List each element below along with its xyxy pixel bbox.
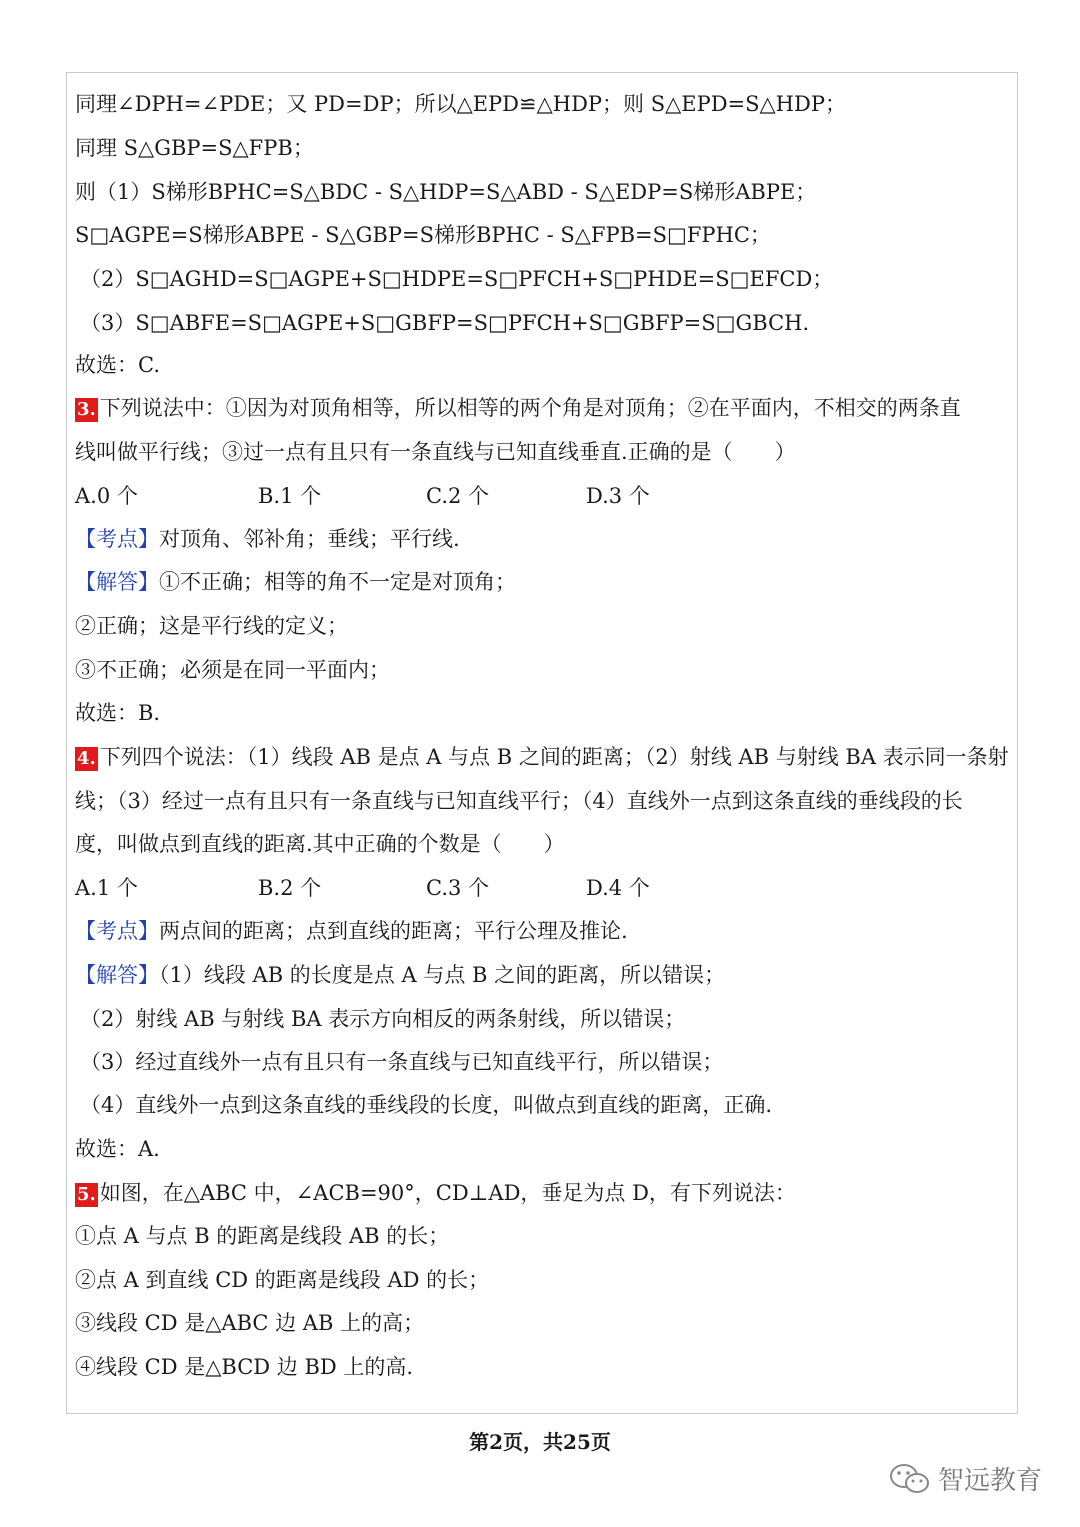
question-4-stem-3: 度，叫做点到直线的距离.其中正确的个数是（ ） bbox=[75, 832, 565, 856]
q3-option-a: A.0 个 bbox=[75, 484, 138, 508]
question-4-text-1: 下列四个说法：（1）线段 AB 是点 A 与点 B 之间的距离；（2）射线 AB 与射线 BA 表示同一条射 bbox=[99, 745, 1009, 769]
jieda-tag: 【解答】 bbox=[75, 570, 159, 594]
q4-jieda-3: （3）经过直线外一点有且只有一条直线与已知直线平行，所以错误； bbox=[80, 1050, 724, 1074]
watermark bbox=[888, 1460, 1042, 1497]
q3-jieda-1 bbox=[75, 567, 516, 597]
q3-jieda-3: ③不正确；必须是在同一平面内； bbox=[75, 658, 390, 682]
q3-option-b: B.1 个 bbox=[258, 484, 322, 508]
q3-option-c: C.2 个 bbox=[426, 484, 490, 508]
page-footer: 第2页，共25页 bbox=[469, 1430, 611, 1454]
solution-line-5: （2）S□AGHD=S□AGPE+S□HDPE=S□PFCH+S□PHDE=S□EFCD； bbox=[80, 267, 834, 291]
q4-option-c: C.3 个 bbox=[426, 876, 490, 900]
q4-option-a: A.1 个 bbox=[75, 876, 138, 900]
watermark-text: 智远教育 bbox=[938, 1466, 1043, 1496]
solution-line-1: 同理∠DPH=∠PDE；又 PD=DP；所以△EPD≌△HDP；则 S△EPD=S△HDP； bbox=[75, 92, 846, 116]
q4-jieda-4: （4）直线外一点到这条直线的垂线段的长度，叫做点到直线的距离，正确. bbox=[80, 1093, 773, 1117]
question-3-text-1: 下列说法中：①因为对顶角相等，所以相等的两个角是对顶角；②在平面内，不相交的两条直 bbox=[99, 396, 961, 420]
question-5-stem bbox=[75, 1178, 796, 1208]
answer-q2: 故选：C. bbox=[75, 353, 160, 377]
answer-q3: 故选：B. bbox=[75, 701, 161, 725]
q4-kaodian bbox=[75, 916, 628, 946]
q3-jieda-text-1: ①不正确；相等的角不一定是对顶角； bbox=[159, 570, 516, 594]
q5-statement-4: ④线段 CD 是△BCD 边 BD 上的高. bbox=[75, 1355, 414, 1379]
question-3-stem-2: 线叫做平行线；③过一点有且只有一条直线与已知直线垂直.正确的是（ ） bbox=[75, 440, 796, 464]
kaodian-tag: 【考点】 bbox=[75, 527, 159, 551]
question-4-stem-2: 线；（3）经过一点有且只有一条直线与已知直线平行；（4）直线外一点到这条直线的垂线段的长 bbox=[75, 789, 963, 813]
solution-line-2: 同理 S△GBP=S△FPB； bbox=[75, 136, 314, 160]
question-4-stem-1 bbox=[75, 742, 1009, 772]
solution-line-4: S□AGPE=S梯形ABPE - S△GBP=S梯形BPHC - S△FPB=S□FPHC； bbox=[75, 223, 771, 247]
q4-option-d: D.4 个 bbox=[586, 876, 650, 900]
solution-line-3: 则（1）S梯形BPHC=S△BDC - S△HDP=S△ABD - S△EDP=S梯形ABPE； bbox=[75, 180, 817, 204]
solution-line-6: （3）S□ABFE=S□AGPE+S□GBFP=S□PFCH+S□GBFP=S□GBCH. bbox=[80, 311, 810, 335]
question-number-4: 4. bbox=[77, 748, 96, 769]
answer-q4: 故选：A. bbox=[75, 1137, 160, 1161]
q3-jieda-2: ②正确；这是平行线的定义； bbox=[75, 614, 348, 638]
q5-statement-2: ②点 A 到直线 CD 的距离是线段 AD 的长； bbox=[75, 1268, 490, 1292]
q4-jieda-text-1: （1）线段 AB 的长度是点 A 与点 B 之间的距离，所以错误； bbox=[159, 963, 726, 987]
q3-kaodian-text: 对顶角、邻补角；垂线；平行线. bbox=[159, 527, 460, 551]
q3-option-d: D.3 个 bbox=[586, 484, 650, 508]
q4-kaodian-text: 两点间的距离；点到直线的距离；平行公理及推论. bbox=[159, 919, 628, 943]
question-number-3: 3. bbox=[77, 399, 96, 420]
q4-option-b: B.2 个 bbox=[258, 876, 322, 900]
q4-jieda-1 bbox=[75, 960, 725, 990]
q3-kaodian bbox=[75, 524, 460, 554]
q5-statement-1: ①点 A 与点 B 的距离是线段 AB 的长； bbox=[75, 1224, 450, 1248]
wechat-icon bbox=[888, 1462, 932, 1496]
jieda-tag: 【解答】 bbox=[75, 963, 159, 987]
question-5-text: 如图，在△ABC 中，∠ACB=90°，CD⊥AD，垂足为点 D，有下列说法： bbox=[99, 1181, 796, 1205]
kaodian-tag: 【考点】 bbox=[75, 919, 159, 943]
q5-statement-3: ③线段 CD 是△ABC 边 AB 上的高； bbox=[75, 1311, 425, 1335]
question-3-stem-1 bbox=[75, 393, 961, 423]
question-number-5: 5. bbox=[77, 1184, 96, 1205]
q4-jieda-2: （2）射线 AB 与射线 BA 表示方向相反的两条射线，所以错误； bbox=[80, 1007, 686, 1031]
